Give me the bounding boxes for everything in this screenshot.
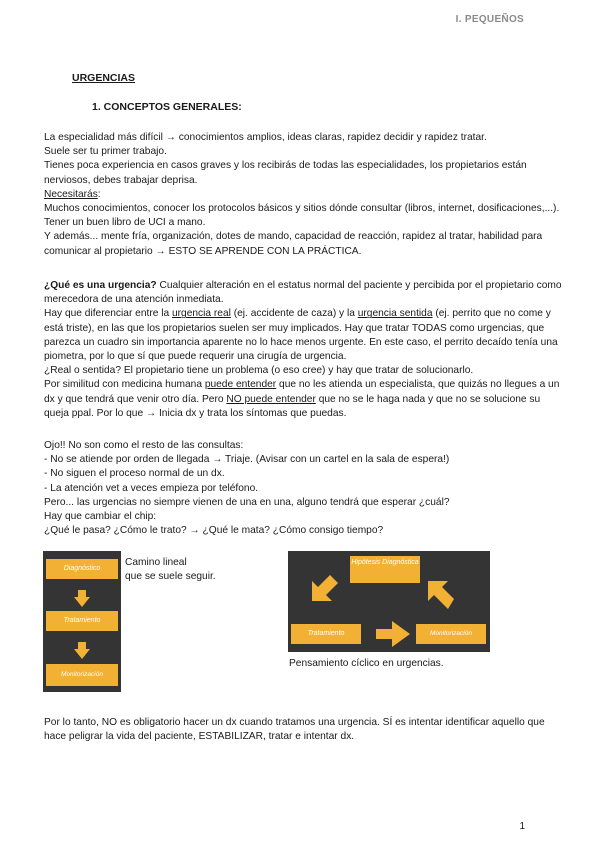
conclusion-text: Por lo tanto, NO es obligatorio hacer un dx cuando tratamos una urgencia. SÍ es intentar identificar aquello que hace peligrar la vida del paciente, ESTABILIZAR, tratar e intentar dx. (44, 717, 545, 743)
caption-line: Camino lineal (125, 557, 187, 568)
warning-line: Hay que cambiar el chip: (44, 511, 157, 523)
linear-flow-diagram (43, 551, 121, 692)
section-heading: 1. CONCEPTOS GENERALES: (92, 101, 242, 113)
intro-section (44, 131, 564, 259)
intro-line: Y además... mente fría, organización, dotes de mando, capacidad de reacción, rapidez al tratar, habilidad para comunicar al propietario → ESTO SE APRENDE CON LA PRÁCTICA. (44, 231, 543, 257)
text-span: (ej. perrito que no come y está triste), en las que los propietarios suelen ser muy implicados. Hay que tratar TODAS como urgencias, que parezca un cuadro sin importancia aparente no lo hace menos urgente. En este caso, el perrito decaído tenía una piometra, por lo que sí que puede requerir una cirugía de urgencia. (44, 308, 558, 363)
text-span: que no les atienda un especialista, que quizás no llegues a un dx y que tendrá que venir otro día. Pero (44, 379, 560, 405)
warning-line: Ojo!! No son como el resto de las consultas: (44, 440, 244, 451)
cyclic-caption: Pensamiento cíclico en urgencias. (289, 658, 444, 669)
down-arrow-icon (74, 597, 90, 607)
warning-section (44, 439, 564, 538)
intro-line: Muchos conocimientos, conocer los protocolos básicos y sitios dónde consultar (libros, internet, dosificaciones,...). Tener un buen libro de UCI a mano. (44, 203, 560, 229)
warning-line: Pero... las urgencias no siempre vienen de una en una, alguno tendrá que esperar ¿cuál? (44, 496, 450, 508)
needs-colon: : (97, 188, 101, 200)
cyclic-flow-diagram (288, 551, 490, 652)
down-arrow-icon (74, 649, 90, 659)
text-span: (ej. accidente de caza) y la (230, 308, 358, 320)
needs-label (44, 188, 564, 202)
intro-line: La especialidad más difícil → conocimientos amplios, ideas claras, rapidez decidir y rapidez tratar. (44, 132, 487, 143)
term-real: urgencia real (171, 308, 231, 320)
conclusion-section (44, 716, 564, 744)
caption-line: que se suele seguir. (125, 571, 216, 583)
term-felt: urgencia sentida (357, 308, 433, 320)
monitoring-box: Monitorización (46, 664, 118, 686)
arrow-down-left-icon (312, 575, 338, 601)
treatment-box: Tratamiento (46, 611, 118, 631)
definition-paragraph (44, 279, 564, 307)
definition-text: Cualquier alteración en el estatus normal del paciente y percibida por el propietario como merecedora de una atención inmediata. (44, 280, 562, 306)
treatment-box: Tratamiento (291, 624, 361, 644)
definition-section (44, 279, 564, 421)
question-heading: ¿Qué es una urgencia? (44, 280, 157, 291)
text-span: que no se le haga nada y que no se solucione su queja ppal. Por lo que → Inicia dx y trata los síntomas que puedas. (44, 393, 541, 419)
warning-line: - No siguen el proceso normal de un dx. (44, 468, 225, 480)
page-title: URGENCIAS (72, 72, 136, 84)
text-span: Hay que diferenciar entre la (44, 308, 172, 320)
text-span: Por similitud con medicina humana (44, 379, 205, 391)
linear-caption (125, 556, 216, 584)
differentiate-paragraph (44, 307, 564, 364)
term-can: puede entender (204, 379, 277, 391)
arrow-right-icon (376, 621, 410, 647)
needs-label-text: Necesitarás (44, 188, 98, 200)
cycle-arrows (288, 551, 490, 652)
page-number: 1 (519, 821, 525, 832)
similarity-paragraph (44, 378, 564, 421)
warning-line: - No se atiende por orden de llegada → Triaje. (Avisar con un cartel en la sala de espera!) (44, 454, 450, 466)
term-cannot: NO puede entender (226, 393, 316, 405)
diagnosis-box: Diagnóstico (46, 559, 118, 579)
arrow-up-left-icon (428, 581, 454, 609)
warning-line: ¿Qué le pasa? ¿Cómo le trato? → ¿Qué le mata? ¿Cómo consigo tiempo? (44, 525, 384, 537)
monitoring-box: Monitorización (416, 624, 486, 644)
intro-line: Tienes poca experiencia en casos graves y los recibirás de todas las especialidades, los propietarios están nerviosos, debes trabajar deprisa. (44, 160, 527, 186)
hypothesis-box: Hipótesis Diagnóstica (350, 556, 420, 583)
running-header: I. PEQUEÑOS (455, 14, 524, 25)
warning-line: - La atención vet a veces empieza por teléfono. (44, 482, 259, 494)
intro-line: Suele ser tu primer trabajo. (44, 146, 167, 158)
real-or-felt: ¿Real o sentida? El propietario tiene un problema (o eso cree) y hay que tratar de solucionarlo. (44, 365, 474, 377)
